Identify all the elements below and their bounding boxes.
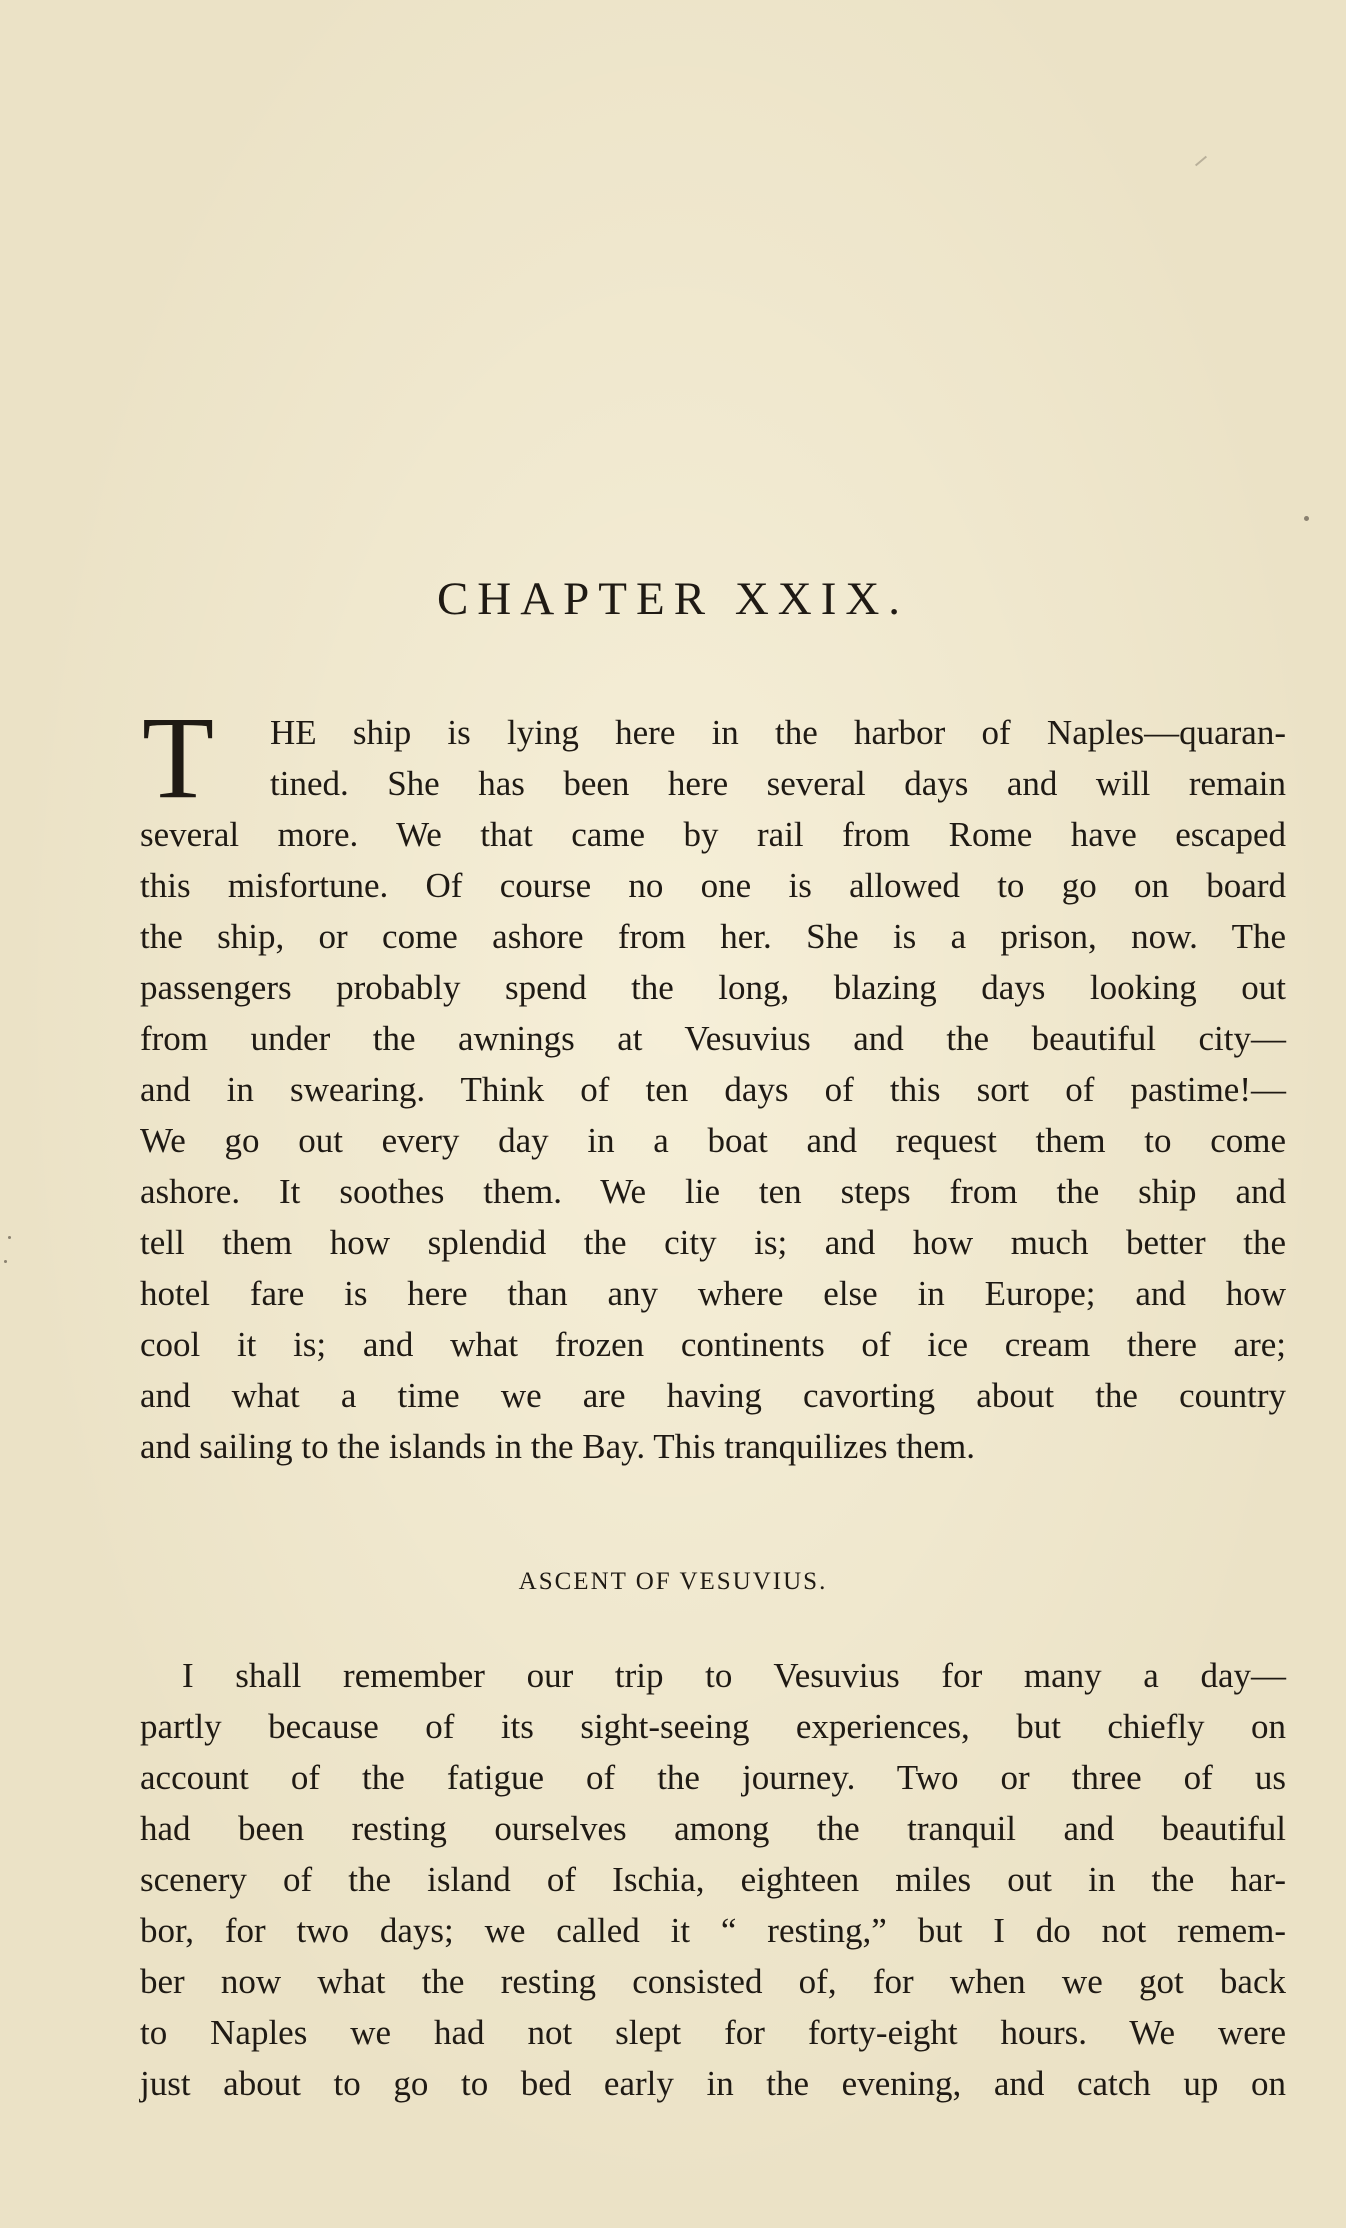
text-line: tined. She has been here several days and will remain — [270, 764, 1286, 803]
text-line: and in swearing. Think of ten days of this sort of pastime!— — [140, 1070, 1286, 1109]
text-line: scenery of the island of Ischia, eighteen miles out in the har- — [140, 1860, 1286, 1899]
text-line: account of the fatigue of the journey. Two or three of us — [140, 1758, 1286, 1797]
ink-speck — [1304, 516, 1309, 521]
text-line: I shall remember our trip to Vesuvius for many a day— — [182, 1656, 1286, 1695]
chapter-title: CHAPTER XXIX. — [436, 573, 910, 625]
text-line: bor, for two days; we called it “ resting,” but I do not remem- — [140, 1911, 1286, 1950]
drop-cap: T — [142, 692, 215, 823]
text-line: ber now what the resting consisted of, for when we got back — [140, 1962, 1286, 2001]
text-line: hotel fare is here than any where else in Europe; and how — [140, 1274, 1286, 1313]
text-line: from under the awnings at Vesuvius and the beautiful city— — [140, 1019, 1286, 1058]
text-line: passengers probably spend the long, blazing days looking out — [140, 968, 1286, 1007]
text-line: several more. We that came by rail from Rome have escaped — [140, 815, 1286, 854]
text-line: and what a time we are having cavorting about the country — [140, 1376, 1286, 1415]
text-line: partly because of its sight-seeing experiences, but chiefly on — [140, 1707, 1286, 1746]
text-line: HE ship is lying here in the harbor of Naples—quaran- — [270, 713, 1286, 752]
text-line: We go out every day in a boat and request them to come — [140, 1121, 1286, 1160]
pencil-mark — [1195, 156, 1207, 167]
text-line: this misfortune. Of course no one is allowed to go on board — [140, 866, 1286, 905]
text-line: and sailing to the islands in the Bay. This tranquilizes them. — [140, 1427, 976, 1466]
ink-speck — [4, 1260, 7, 1263]
text-line: to Naples we had not slept for forty-eight hours. We were — [140, 2013, 1286, 2052]
text-line: cool it is; and what frozen continents of ice cream there are; — [140, 1325, 1286, 1364]
text-line: just about to go to bed early in the evening, and catch up on — [140, 2064, 1286, 2103]
ink-speck — [8, 1236, 11, 1239]
text-line: had been resting ourselves among the tranquil and beautiful — [140, 1809, 1286, 1848]
text-line: tell them how splendid the city is; and how much better the — [140, 1223, 1286, 1262]
text-line: the ship, or come ashore from her. She is a prison, now. The — [140, 917, 1286, 956]
text-line: ashore. It soothes them. We lie ten steps from the ship and — [140, 1172, 1286, 1211]
section-heading: ASCENT OF VESUVIUS. — [518, 1568, 828, 1595]
